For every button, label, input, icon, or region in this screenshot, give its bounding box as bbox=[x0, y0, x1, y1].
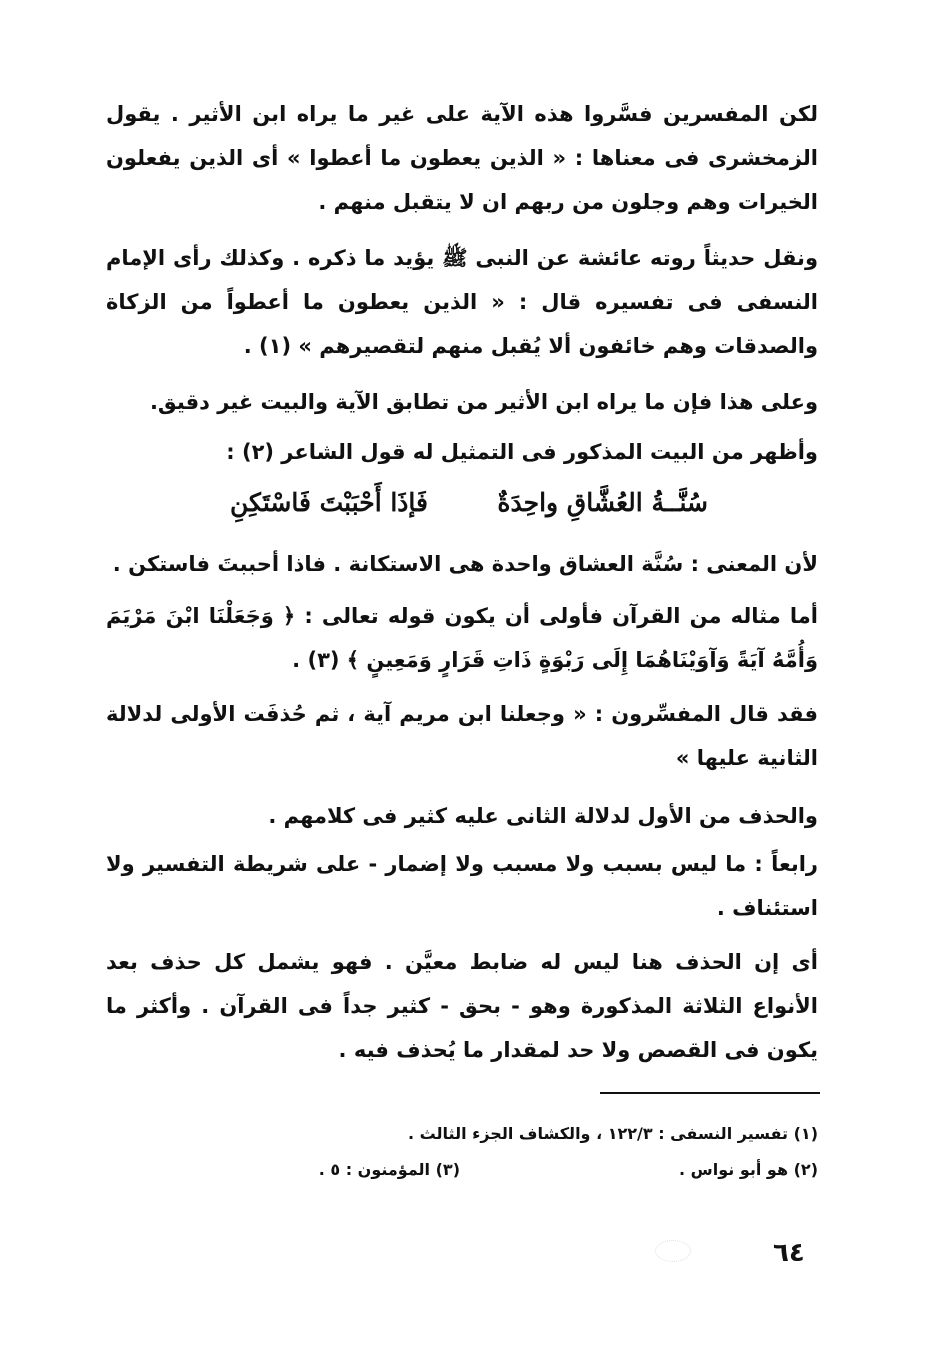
footnote-2: (٢) هو أبو نواس . bbox=[679, 1160, 818, 1179]
paragraph-7: فقد قال المفسِّرون : « وجعلنا ابن مريم آية ، ثم حُذفَت الأولى لدلالة الثانية عليها » bbox=[106, 702, 818, 770]
page-number: ٦٤ bbox=[773, 1238, 805, 1268]
paragraph-1: لكن المفسرين فسَّروا هذه الآية على غير ما يراه ابن الأثير . يقول الزمخشرى فى معناها : « الذين يعطون ما أعطوا » أى الذين يفعلون الخيرات وهم وجلون من ربهم ان لا يتقبل منهم . bbox=[106, 102, 818, 214]
verse-hemistich-1: سُنَّــةُ العُشَّاقِ واحِدَةٌ bbox=[497, 488, 708, 517]
paragraph-5: لأن المعنى : سُنَّة العشاق واحدة هى الاستكانة . فاذا أحببتَ فاستكن . bbox=[112, 552, 818, 576]
paper-smudge bbox=[655, 1240, 691, 1262]
paragraph-8: والحذف من الأول لدلالة الثانى عليه كثير فى كلامهم . bbox=[268, 804, 818, 828]
paragraph-2: ونقل حديثاً روته عائشة عن النبى ﷺ يؤيد ما ذكره . وكذلك رأى الإمام النسفى فى تفسيره قال : « الذين يعطون ما أعطواً من الزكاة والصدقات وهم خائفون ألا يُقبل منهم لتقصيرهم » (١) . bbox=[106, 246, 818, 358]
paragraph-4: وأظهر من البيت المذكور فى التمثيل له قول الشاعر (٢) : bbox=[226, 440, 818, 464]
paragraph-3: وعلى هذا فإن ما يراه ابن الأثير من تطابق الآية والبيت غير دقيق. bbox=[149, 390, 818, 414]
paragraph-6: أما مثاله من القرآن فأولى أن يكون قوله تعالى : ﴿ وَجَعَلْنَا ابْنَ مَرْيَمَ وَأُمَّهُ آيَةً وَآوَيْنَاهُمَا إِلَى رَبْوَةٍ ذَاتِ قَرَارٍ وَمَعِينٍ ﴾ (٣) . bbox=[106, 604, 818, 672]
footnote-1: (١) تفسير النسفى : ١٢٢/٣ ، والكشاف الجزء الثالث . bbox=[407, 1124, 818, 1143]
paragraph-10: أى إن الحذف هنا ليس له ضابط معيَّن . فهو يشمل كل حذف بعد الأنواع الثلاثة المذكورة وهو - بحق - كثير جداً فى القرآن . وأكثر ما يكون فى القصص ولا حد لمقدار ما يُحذف فيه . bbox=[106, 950, 818, 1062]
footnote-divider bbox=[600, 1092, 820, 1094]
footnote-3: (٣) المؤمنون : ٥ . bbox=[318, 1160, 460, 1179]
paragraph-9: رابعاً : ما ليس بسبب ولا مسبب ولا إضمار - على شريطة التفسير ولا استئناف . bbox=[106, 852, 818, 920]
verse-hemistich-2: فَإذَا أَحْبَبْتَ فَاسْتَكِنِ bbox=[230, 488, 428, 517]
poetry-verse bbox=[106, 480, 818, 536]
